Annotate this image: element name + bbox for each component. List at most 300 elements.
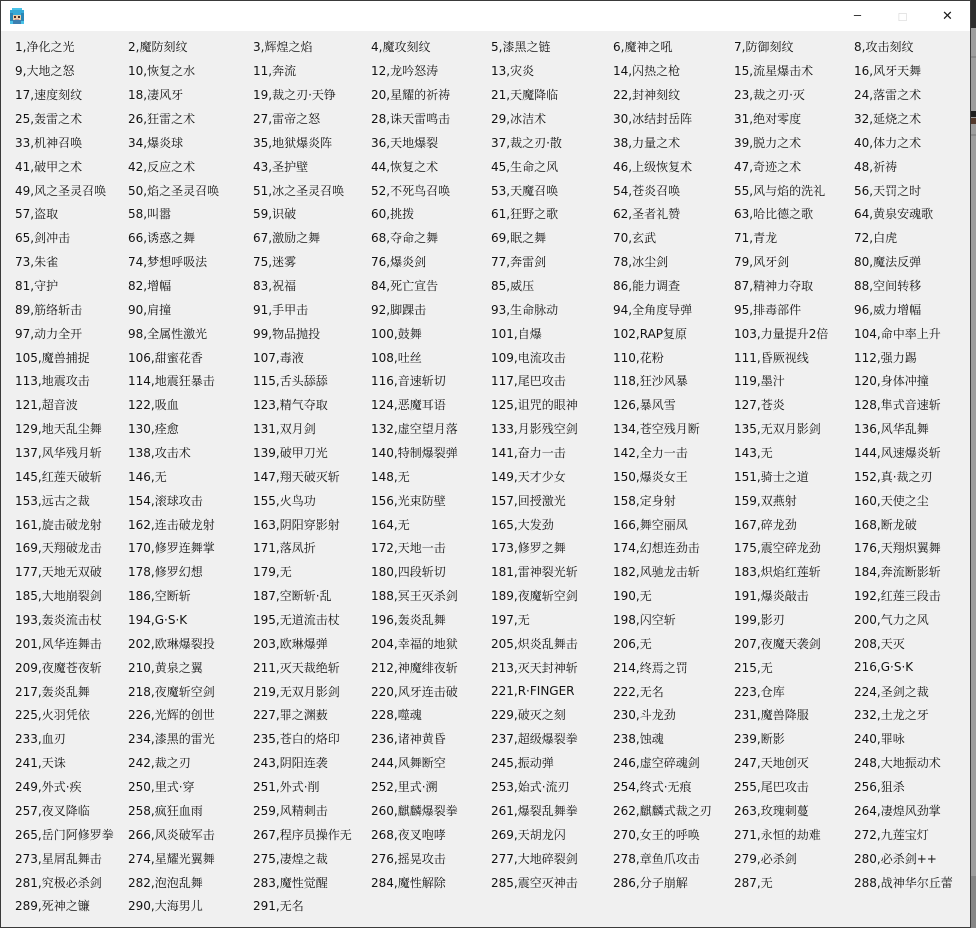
skill-item: 97,动力全开 [15, 326, 83, 341]
skill-item: 280,必杀剑++ [854, 851, 937, 866]
skill-item: 225,火羽凭依 [15, 708, 90, 723]
skill-item: 72,白虎 [854, 231, 898, 246]
skill-item: 98,全属性激光 [128, 326, 208, 341]
skill-item: 132,虚空望月落 [371, 422, 458, 437]
skill-item: 224,圣剑之裁 [854, 684, 929, 699]
skill-item: 267,程序员操作无 [253, 827, 352, 842]
skill-item: 105,魔兽捕捉 [15, 350, 90, 365]
skill-item: 27,雷帝之怒 [253, 112, 321, 126]
skill-item: 135,无双月影剑 [734, 422, 821, 437]
skill-item: 183,炽焰红莲斩 [734, 565, 821, 580]
skill-item: 254,终式·无痕 [613, 780, 692, 795]
skill-item: 285,震空灭神击 [491, 875, 578, 890]
maximize-icon: □ [898, 8, 907, 24]
skill-item: 55,风与焰的洗礼 [734, 183, 826, 198]
skill-item: 173,修罗之舞 [491, 541, 566, 556]
skill-item: 186,空断斩 [128, 589, 191, 604]
skill-item: 190,无 [613, 589, 652, 604]
skill-item: 155,火鸟功 [253, 493, 316, 508]
skill-item: 158,定身射 [613, 493, 676, 508]
skill-item: 95,排毒部件 [734, 302, 802, 317]
skill-item: 48,祈祷 [854, 159, 898, 174]
skill-item: 286,分子崩解 [613, 875, 688, 890]
sliver-dark-bottom [971, 876, 976, 928]
app-icon [9, 8, 25, 24]
skill-item: 282,泡泡乱舞 [128, 875, 203, 890]
skill-item: 242,裁之刃 [128, 756, 191, 771]
skill-item: 249,外式·疾 [15, 780, 82, 795]
skill-item: 51,冰之圣灵召唤 [253, 183, 345, 198]
skill-item: 177,天地无双破 [15, 565, 102, 580]
skill-item: 266,风炎破军击 [128, 827, 215, 842]
skill-item: 110,花粉 [613, 350, 664, 365]
skill-item: 36,天地爆裂 [371, 135, 439, 150]
skill-item: 148,无 [371, 469, 410, 484]
skill-item: 49,风之圣灵召唤 [15, 183, 107, 198]
skill-item: 199,影刃 [734, 613, 785, 628]
skill-item: 161,旋击破龙射 [15, 517, 102, 532]
skill-item: 275,凄煌之裁 [253, 851, 328, 866]
skill-item: 54,苍炎召唤 [613, 183, 681, 198]
skill-item: 101,自爆 [491, 326, 542, 341]
skill-item: 169,天翔破龙击 [15, 541, 102, 556]
skill-item: 34,爆炎球 [128, 135, 184, 150]
skill-item: 193,轰炎流击杖 [15, 613, 102, 628]
skill-item: 184,奔流断影斩 [854, 565, 941, 580]
skill-item: 288,战神华尔丘蕾 [854, 875, 953, 890]
skill-item: 146,无 [128, 469, 167, 484]
skill-item: 111,昏厥视线 [734, 350, 809, 365]
skill-item: 213,灭天封神斩 [491, 660, 578, 675]
skill-item: 205,炽炎乱舞击 [491, 636, 578, 651]
skill-item: 210,黄泉之翼 [128, 660, 203, 675]
skill-item: 180,四段斩切 [371, 565, 446, 580]
skill-item: 238,蚀魂 [613, 732, 664, 747]
skill-item: 152,真·裁之刃 [854, 469, 933, 484]
skill-item: 176,天翔炽翼舞 [854, 541, 941, 556]
skill-item: 144,风速爆炎斩 [854, 446, 941, 461]
skill-item: 13,灾炎 [491, 64, 535, 79]
sliver-line [971, 134, 976, 136]
skill-item: 287,无 [734, 875, 773, 890]
skill-item: 162,连击破龙射 [128, 517, 215, 532]
skill-item: 218,夜魔斩空剑 [128, 684, 215, 699]
skill-item: 178,修罗幻想 [128, 565, 203, 580]
skill-item: 126,暴风雪 [613, 398, 676, 413]
skill-item: 283,魔性觉醒 [253, 875, 328, 890]
skill-item: 96,威力增幅 [854, 302, 922, 317]
skill-item: 246,虚空碎魂剑 [613, 756, 700, 771]
skill-item: 252,里式·溯 [371, 780, 438, 795]
skill-item: 35,地狱爆炎阵 [253, 135, 333, 150]
skill-item: 154,滚球攻击 [128, 493, 203, 508]
skill-item: 256,狙杀 [854, 780, 905, 795]
skill-item: 17,速度刻纹 [15, 88, 83, 103]
skill-item: 196,轰炎乱舞 [371, 613, 446, 628]
skill-item: 206,无 [613, 636, 652, 651]
skill-item: 257,夜叉降临 [15, 803, 90, 818]
skill-item: 121,超音波 [15, 398, 78, 413]
skill-item: 197,无 [491, 613, 530, 628]
skill-item: 83,祝福 [253, 279, 297, 294]
skill-item: 20,星耀的祈祷 [371, 88, 451, 103]
skill-item: 245,振动弹 [491, 756, 554, 771]
skill-item: 81,守护 [15, 279, 59, 294]
skill-item: 71,青龙 [734, 231, 778, 246]
skill-item: 122,吸血 [128, 398, 179, 413]
skill-item: 278,章鱼爪攻击 [613, 851, 700, 866]
skill-item: 191,爆炎敲击 [734, 589, 809, 604]
skill-item: 226,光辉的创世 [128, 708, 215, 723]
sliver-dark-top [971, 0, 976, 28]
skill-item: 259,风精刺击 [253, 803, 328, 818]
skill-item: 76,爆炎剑 [371, 255, 427, 270]
skill-item: 120,身体冲撞 [854, 374, 929, 389]
skill-item: 212,神魔绯夜斩 [371, 660, 458, 675]
skill-item: 171,落凤折 [253, 541, 316, 556]
skill-item: 11,奔流 [253, 64, 297, 79]
skill-item: 88,空间转移 [854, 279, 922, 294]
skill-item: 9,大地之怒 [15, 64, 75, 79]
skill-item: 123,精气夺取 [253, 398, 328, 413]
skill-item: 290,大海男儿 [128, 899, 203, 914]
skill-item: 102,RAP复原 [613, 326, 688, 341]
skill-item: 138,攻击术 [128, 446, 191, 461]
content-area [1, 31, 970, 927]
skill-item: 90,肩撞 [128, 302, 172, 317]
skill-item: 200,气力之风 [854, 613, 929, 628]
skill-item: 18,凄风牙 [128, 88, 184, 103]
skill-item: 221,R·FINGER [491, 684, 575, 699]
skill-item: 239,断影 [734, 732, 785, 747]
skill-item: 237,超级爆裂拳 [491, 732, 578, 747]
skill-item: 289,死神之镰 [15, 899, 90, 914]
caption-buttons [835, 1, 970, 31]
skill-item: 103,力量提升2倍 [734, 326, 829, 341]
skill-item: 198,闪空斩 [613, 613, 676, 628]
skill-item: 16,风牙天舞 [854, 64, 922, 79]
skill-item: 8,攻击刻纹 [854, 40, 914, 55]
skill-item: 222,无名 [613, 684, 664, 699]
skill-item: 261,爆裂乱舞拳 [491, 803, 578, 818]
skill-item: 274,星耀光翼舞 [128, 851, 215, 866]
skill-item: 167,碎龙劲 [734, 517, 797, 532]
skill-item: 37,裁之刃·散 [491, 135, 562, 150]
skill-item: 70,玄武 [613, 231, 657, 246]
skill-item: 32,延烧之术 [854, 112, 922, 126]
skill-item: 129,地天乱尘舞 [15, 422, 102, 437]
skill-item: 165,大发劲 [491, 517, 554, 532]
skill-item: 220,风牙连击破 [371, 684, 458, 699]
skill-item: 31,绝对零度 [734, 112, 802, 126]
skill-item: 202,欧琳爆裂投 [128, 636, 215, 651]
skill-item: 84,死亡宣告 [371, 279, 439, 294]
background-window-sliver [971, 0, 976, 928]
skill-item: 108,吐丝 [371, 350, 422, 365]
skill-item: 28,诛天雷鸣击 [371, 112, 451, 126]
skill-item: 233,血刃 [15, 732, 66, 747]
skill-item: 50,焰之圣灵召唤 [128, 183, 220, 198]
skill-item: 150,爆炎女王 [613, 469, 688, 484]
skill-item: 7,防御刻纹 [734, 40, 794, 55]
skill-item: 89,筋络斩击 [15, 302, 83, 317]
skill-item: 23,裁之刃·灭 [734, 88, 805, 103]
skill-item: 119,墨汁 [734, 374, 785, 389]
skill-item: 38,力量之术 [613, 135, 681, 150]
skill-item: 269,天胡龙闪 [491, 827, 566, 842]
skill-item: 62,圣者礼赞 [613, 207, 681, 222]
skill-item: 2,魔防刻纹 [128, 40, 188, 55]
skill-item: 215,无 [734, 660, 773, 675]
skill-item: 145,红莲天破斩 [15, 469, 102, 484]
skill-item: 68,夺命之舞 [371, 231, 439, 246]
skill-item: 159,双燕射 [734, 493, 797, 508]
skill-item: 248,大地振动术 [854, 756, 941, 771]
skill-item: 271,永恒的劫难 [734, 827, 821, 842]
skill-item: 109,电流攻击 [491, 350, 566, 365]
skill-item: 232,土龙之牙 [854, 708, 929, 723]
skill-item: 73,朱雀 [15, 255, 59, 270]
skill-item: 128,隼式音速斩 [854, 398, 941, 413]
skill-item: 22,封神刻纹 [613, 88, 681, 103]
skill-item: 228,噬魂 [371, 708, 422, 723]
skill-item: 179,无 [253, 565, 292, 580]
skill-item: 115,舌头舔舔 [253, 374, 328, 389]
skill-item: 40,体力之术 [854, 135, 922, 150]
skill-item: 67,激励之舞 [253, 231, 321, 246]
skill-item: 182,风驰龙击斩 [613, 565, 700, 580]
skill-item: 273,星屑乱舞击 [15, 851, 102, 866]
skill-item: 79,风牙剑 [734, 255, 790, 270]
skill-item: 104,命中率上升 [854, 326, 941, 341]
skill-item: 6,魔神之吼 [613, 40, 673, 55]
skill-item: 170,修罗连舞掌 [128, 541, 215, 556]
skill-item: 93,生命脉动 [491, 302, 559, 317]
close-button[interactable] [925, 1, 970, 31]
skill-item: 130,痊愈 [128, 422, 179, 437]
skill-item: 214,终焉之罚 [613, 660, 688, 675]
skill-item: 262,麒麟式裁之刃 [613, 803, 712, 818]
skill-item: 187,空断斩·乱 [253, 589, 332, 604]
skill-item: 4,魔攻刻纹 [371, 40, 431, 55]
skill-item: 234,漆黑的雷光 [128, 732, 215, 747]
skill-item: 80,魔法反弹 [854, 255, 922, 270]
skill-item: 258,疯狂血雨 [128, 803, 203, 818]
skill-item: 59,识破 [253, 207, 297, 222]
skill-item: 75,迷雾 [253, 255, 297, 270]
skill-item: 14,闪热之枪 [613, 64, 681, 79]
skill-item: 192,红莲三段击 [854, 589, 941, 604]
skill-item: 203,欧琳爆弹 [253, 636, 328, 651]
skill-item: 284,魔性解除 [371, 875, 446, 890]
skill-item: 241,天诛 [15, 756, 66, 771]
skill-item: 15,流星爆击术 [734, 64, 814, 79]
skill-item: 230,斗龙劲 [613, 708, 676, 723]
skill-item: 272,九莲宝灯 [854, 827, 929, 842]
skill-item: 244,风舞断空 [371, 756, 446, 771]
skill-item: 117,尾巴攻击 [491, 374, 566, 389]
skill-item: 92,脚踝击 [371, 302, 427, 317]
skill-item: 66,诱惑之舞 [128, 231, 196, 246]
skill-item: 243,阴阳连袭 [253, 756, 328, 771]
skill-item: 41,破甲之术 [15, 159, 83, 174]
sliver-line [971, 56, 976, 58]
skill-item: 61,狂野之歌 [491, 207, 559, 222]
skill-item: 151,骑士之道 [734, 469, 809, 484]
skill-item: 134,苍空残月断 [613, 422, 700, 437]
skill-item: 43,圣护壁 [253, 159, 309, 174]
skill-item: 26,狂雷之术 [128, 112, 196, 126]
skill-item: 21,天魔降临 [491, 88, 559, 103]
skill-item: 253,始式·流刃 [491, 780, 570, 795]
skill-item: 137,风华残月斩 [15, 446, 102, 461]
skill-item: 42,反应之术 [128, 159, 196, 174]
skill-item: 57,盗取 [15, 207, 59, 222]
skill-item: 46,上级恢复术 [613, 159, 693, 174]
skill-item: 270,女王的呼唤 [613, 827, 700, 842]
skill-item: 157,回授激光 [491, 493, 566, 508]
skill-item: 291,无名 [253, 899, 304, 914]
skill-item: 140,特制爆裂弹 [371, 446, 458, 461]
maximize-button[interactable] [880, 1, 925, 31]
skill-item: 172,天地一击 [371, 541, 446, 556]
skill-item: 168,断龙破 [854, 517, 917, 532]
skill-item: 65,剑冲击 [15, 231, 71, 246]
skill-item: 82,增幅 [128, 279, 172, 294]
skill-item: 209,夜魔苍夜斩 [15, 660, 102, 675]
skill-item: 112,强力踢 [854, 350, 917, 365]
skill-item: 204,幸福的地狱 [371, 636, 458, 651]
skill-item: 139,破甲刀光 [253, 446, 328, 461]
skill-item: 99,物品抛投 [253, 326, 321, 341]
minimize-button[interactable] [835, 1, 880, 31]
skill-item: 235,苍白的烙印 [253, 732, 340, 747]
skill-item: 153,远古之裁 [15, 493, 90, 508]
skill-item: 30,冰结封岳阵 [613, 112, 693, 126]
skill-item: 164,无 [371, 517, 410, 532]
skill-item: 188,冥王灭杀剑 [371, 589, 458, 604]
skill-item: 3,辉煌之焰 [253, 40, 313, 55]
skill-item: 19,裁之刃·天铮 [253, 88, 336, 103]
skill-item: 58,叫嚣 [128, 207, 172, 222]
skill-item: 255,尾巴攻击 [734, 780, 809, 795]
skill-item: 113,地震攻击 [15, 374, 90, 389]
skill-item: 141,奋力一击 [491, 446, 566, 461]
skill-item: 78,冰尘剑 [613, 255, 669, 270]
skill-item: 77,奔雷剑 [491, 255, 547, 270]
skill-item: 52,不死鸟召唤 [371, 183, 451, 198]
skill-item: 29,冰洁术 [491, 112, 547, 126]
skill-item: 281,究极必杀剑 [15, 875, 102, 890]
skill-item: 231,魔兽降服 [734, 708, 809, 723]
skill-item: 91,手甲击 [253, 302, 309, 317]
skill-grid [1, 31, 970, 918]
skill-item: 277,大地碎裂剑 [491, 851, 578, 866]
skill-item: 223,仓库 [734, 684, 785, 699]
skill-item: 87,精神力夺取 [734, 279, 814, 294]
skill-item: 194,G·S·K [128, 612, 188, 627]
skill-item: 264,凄煌风劲掌 [854, 803, 941, 818]
skill-item: 85,威压 [491, 279, 535, 294]
skill-item: 124,恶魔耳语 [371, 398, 446, 413]
skill-item: 208,天灭 [854, 636, 905, 651]
skill-item: 181,雷神裂光斩 [491, 565, 578, 580]
minimize-icon: – [853, 6, 862, 22]
skill-item: 147,翔天破灭斩 [253, 469, 340, 484]
skill-item: 276,摇晃攻击 [371, 851, 446, 866]
skill-item: 125,诅咒的眼神 [491, 398, 578, 413]
skill-item: 263,玫瑰刺蔓 [734, 803, 809, 818]
skill-item: 174,幻想连劲击 [613, 541, 700, 556]
skill-item: 195,无道流击杖 [253, 613, 340, 628]
skill-item: 86,能力调查 [613, 279, 681, 294]
skill-item: 25,轰雷之术 [15, 112, 83, 126]
skill-item: 229,破灭之刻 [491, 708, 566, 723]
close-icon: ✕ [942, 8, 953, 23]
skill-item: 217,轰炎乱舞 [15, 684, 90, 699]
skill-item: 189,夜魔斩空剑 [491, 589, 578, 604]
skill-item: 163,阴阳穿影射 [253, 517, 340, 532]
skill-item: 216,G·S·K [854, 660, 914, 675]
skill-item: 127,苍炎 [734, 398, 785, 413]
skill-item: 166,舞空丽凤 [613, 517, 688, 532]
skill-item: 5,漆黑之链 [491, 40, 551, 55]
skill-item: 236,诸神黄昏 [371, 732, 446, 747]
skill-item: 143,无 [734, 446, 773, 461]
skill-item: 279,必杀剑 [734, 851, 797, 866]
skill-item: 44,恢复之术 [371, 159, 439, 174]
skill-item: 131,双月剑 [253, 422, 316, 437]
skill-item: 60,挑拨 [371, 207, 415, 222]
skill-item: 94,全角度导弹 [613, 302, 693, 317]
skill-item: 265,岳门阿修罗拳 [15, 827, 114, 842]
skill-item: 63,哈比德之歌 [734, 207, 814, 222]
skill-item: 251,外式·削 [253, 780, 320, 795]
skill-item: 118,狂沙风暴 [613, 374, 688, 389]
skill-item: 116,音速斩切 [371, 374, 446, 389]
skill-item: 211,灭天裁绝斩 [253, 660, 340, 675]
skill-item: 100,鼓舞 [371, 326, 422, 341]
skill-item: 227,罪之渊薮 [253, 708, 328, 723]
skill-item: 136,风华乱舞 [854, 422, 929, 437]
skill-item: 45,生命之风 [491, 159, 559, 174]
skill-item: 219,无双月影剑 [253, 684, 340, 699]
skill-item: 156,光束防壁 [371, 493, 446, 508]
skill-item: 149,天才少女 [491, 469, 566, 484]
skill-item: 201,风华连舞击 [15, 636, 102, 651]
skill-item: 260,麒麟爆裂拳 [371, 803, 458, 818]
skill-item: 175,震空碎龙劲 [734, 541, 821, 556]
title-bar [1, 1, 970, 31]
skill-item: 74,梦想呼吸法 [128, 255, 208, 270]
skill-item: 24,落雷之术 [854, 88, 922, 103]
skill-item: 160,天使之尘 [854, 493, 929, 508]
skill-item: 33,机神召唤 [15, 135, 83, 150]
skill-item: 47,奇迹之术 [734, 159, 802, 174]
skill-item: 107,毒液 [253, 350, 304, 365]
skill-item: 12,龙吟怒涛 [371, 64, 439, 79]
skill-item: 268,夜叉咆哮 [371, 827, 446, 842]
skill-item: 69,眠之舞 [491, 231, 547, 246]
skill-item: 10,恢复之水 [128, 64, 196, 79]
skill-item: 240,罪咏 [854, 732, 905, 747]
skill-item: 53,天魔召唤 [491, 183, 559, 198]
skill-item: 247,天地创灭 [734, 756, 809, 771]
skill-item: 185,大地崩裂剑 [15, 589, 102, 604]
skill-item: 207,夜魔天袭剑 [734, 636, 821, 651]
skill-item: 114,地震狂暴击 [128, 374, 215, 389]
sliver-brown-mark [971, 118, 976, 124]
